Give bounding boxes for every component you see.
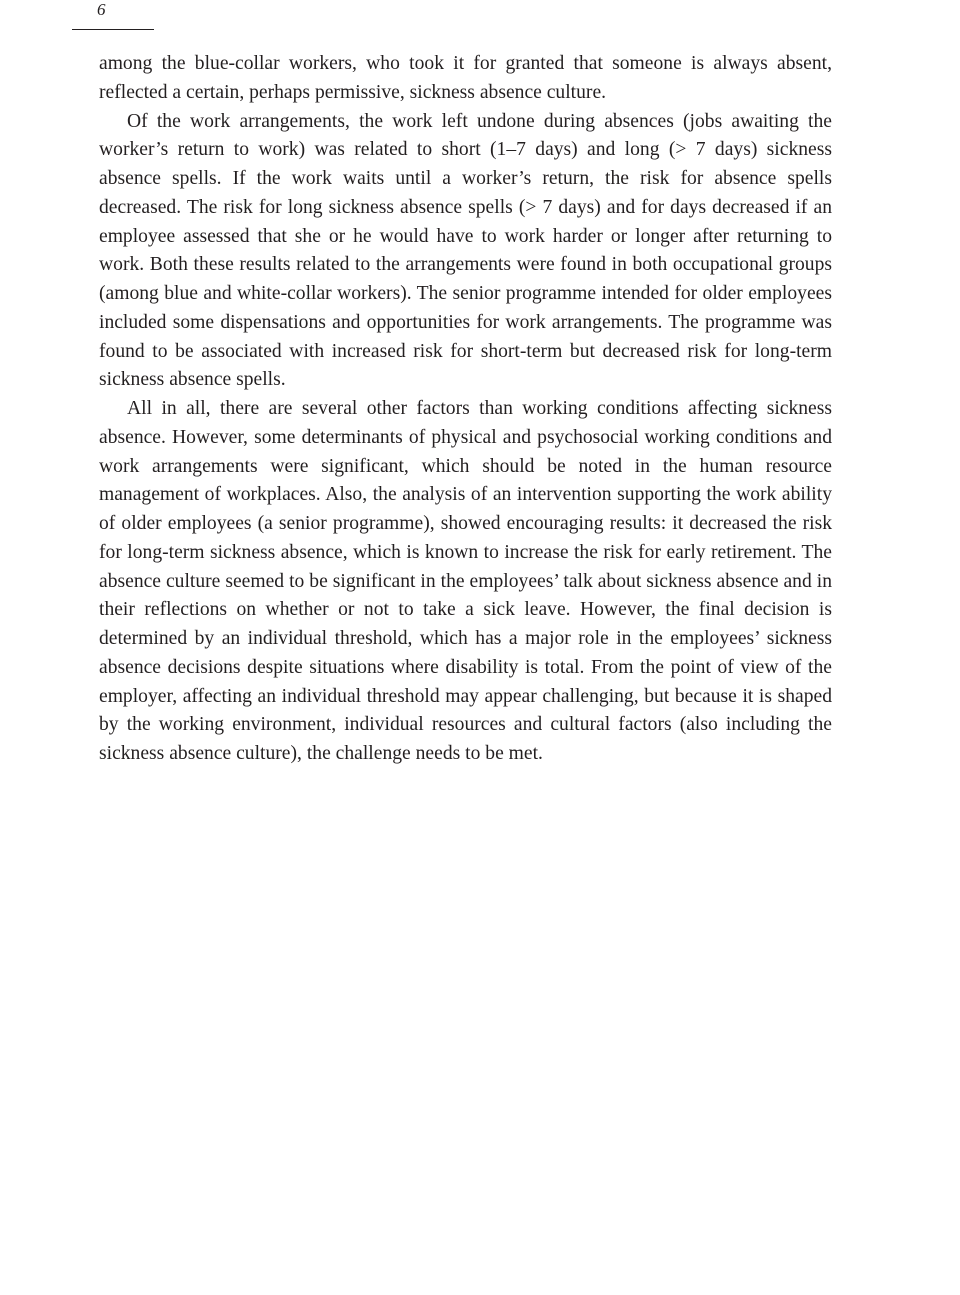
page-number: 6 (97, 0, 106, 19)
paragraph-continuation: among the blue-collar workers, who took it for granted that someone is always absent, reflected a certain, perhaps permissive, sickness absence culture. (99, 53, 832, 103)
body-text (99, 50, 832, 769)
paragraph-work-arrangements: Of the work arrangements, the work left undone during absences (jobs awaiting the worker’s return to work) was related to short (1–7 days) and long (> 7 days) sickness absence spells. If the work waits until a worker’s return, the risk for absence spells decreased. The risk for long sickness absence spells (> 7 days) and for days decreased if an employee assessed that she or he would have to work harder or longer after returning to work. Both these results related to the arrangements were found in both occupational groups (among blue and white-collar workers). The senior programme intended for older employees included some dispensations and opportunities for work arrangements. The programme was found to be associated with increased risk for short-term but decreased risk for long-term sickness absence spells. (99, 110, 832, 391)
paragraph-conclusion: All in all, there are several other factors than working conditions affecting sickness absence. However, some determinants of physical and psychosocial working conditions and work arrangements were significant, which should be noted in the human resource management of workplaces. Also, the analysis of an intervention supporting the work ability of older employees (a senior programme), showed encouraging results: it decreased the risk for long-term sickness absence, which is known to increase the risk for early retirement. The absence culture seemed to be significant in the employees’ talk about sickness absence and in their reflections on whether or not to take a sick leave. However, the final decision is determined by an individual threshold, which has a major role in the employees’ sickness absence decisions despite situations where disability is total. From the point of view of the employer, affecting an individual threshold may appear challenging, but because it is shaped by the working environment, individual resources and cultural factors (also including the sickness absence culture), the challenge needs to be met. (99, 398, 832, 764)
header-rule (72, 29, 154, 30)
